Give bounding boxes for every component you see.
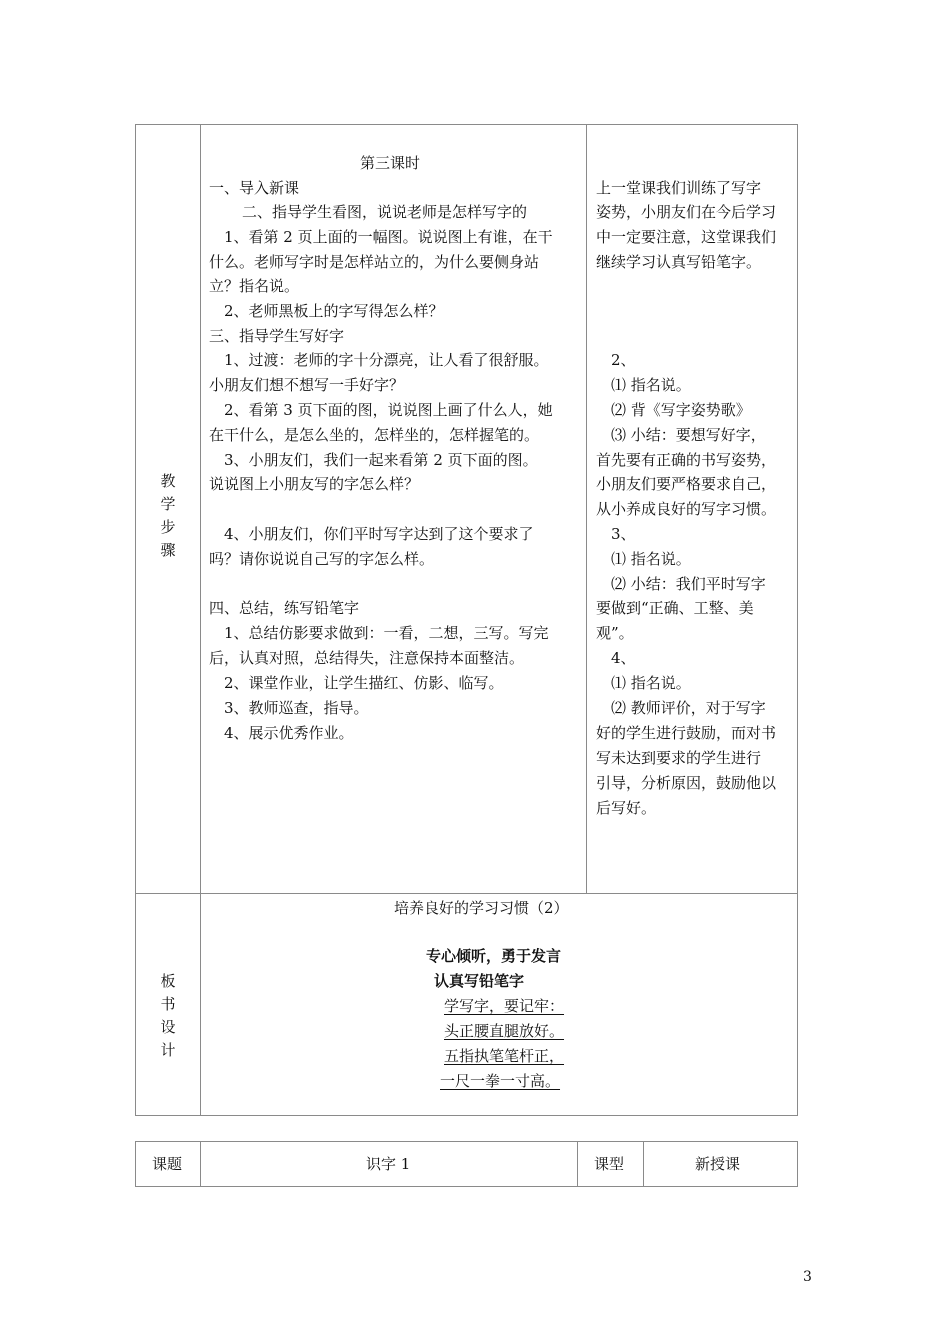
note-line: ⑵ 教师评价，对于写字 bbox=[611, 699, 766, 717]
info-table-right-border bbox=[797, 1141, 798, 1186]
info-col-divider bbox=[200, 1141, 201, 1186]
step-line: 立？指名说。 bbox=[209, 277, 300, 295]
side-column-divider bbox=[586, 124, 587, 893]
page-number: 3 bbox=[803, 1269, 812, 1285]
step-line: 四、总结，练写铅笔字 bbox=[209, 599, 360, 617]
step-line: 3、教师巡查，指导。 bbox=[224, 699, 369, 717]
step-line: 1、过渡：老师的字十分漂亮，让人看了很舒服。 bbox=[224, 351, 549, 369]
step-line: 一、导入新课 bbox=[209, 179, 300, 197]
info-table-bottom-border bbox=[135, 1186, 798, 1187]
note-line: ⑴ 指名说。 bbox=[611, 550, 691, 568]
info-table-left-border bbox=[135, 1141, 136, 1186]
step-line: 2、老师黑板上的字写得怎么样？ bbox=[224, 302, 444, 320]
board-key-line: 认真写铅笔字 bbox=[434, 972, 525, 990]
step-line: 什么。老师写字时是怎样站立的，为什么要侧身站 bbox=[209, 253, 540, 271]
table-left-border bbox=[135, 124, 136, 1115]
note-line: ⑵ 小结：我们平时写字 bbox=[611, 575, 766, 593]
board-title: 培养良好的学习习惯（2） bbox=[394, 899, 569, 917]
board-poem-line: 头正腰直腿放好。 bbox=[444, 1022, 565, 1040]
note-line: 首先要有正确的书写姿势， bbox=[596, 451, 777, 469]
table-right-border bbox=[797, 124, 798, 1115]
step-line: 3、小朋友们，我们一起来看第 2 页下面的图。 bbox=[224, 451, 538, 469]
board-poem-line: 一尺一拳一寸高。 bbox=[440, 1072, 561, 1090]
note-line: 姿势，小朋友们在今后学习 bbox=[596, 203, 777, 221]
type-value: 新授课 bbox=[695, 1155, 741, 1173]
table-bottom-border bbox=[135, 1115, 798, 1116]
note-line: 要做到“正确、工整、美 bbox=[596, 599, 754, 617]
note-line: 从小养成良好的写字习惯。 bbox=[596, 500, 777, 518]
note-line: 继续学习认真写铅笔字。 bbox=[596, 253, 762, 271]
note-line: 4、 bbox=[611, 649, 636, 667]
note-line: 上一堂课我们训练了写字 bbox=[596, 179, 762, 197]
info-col-divider bbox=[643, 1141, 644, 1186]
note-line: 2、 bbox=[611, 351, 636, 369]
note-line: 好的学生进行鼓励，而对书 bbox=[596, 724, 777, 742]
board-poem-line: 学写字，要记牢： bbox=[444, 997, 565, 1015]
note-line: ⑴ 指名说。 bbox=[611, 674, 691, 692]
step-line: 三、指导学生写好字 bbox=[209, 327, 345, 345]
step-line: 1、总结仿影要求做到：一看，二想，三写。写完 bbox=[224, 624, 549, 642]
step-line: 小朋友们想不想写一手好字？ bbox=[209, 376, 405, 394]
step-line: 4、展示优秀作业。 bbox=[224, 724, 354, 742]
note-line: 写未达到要求的学生进行 bbox=[596, 749, 762, 767]
step-line: 4、小朋友们，你们平时写字达到了这个要求了 bbox=[224, 525, 534, 543]
info-col-divider bbox=[577, 1141, 578, 1186]
step-line: 在干什么，是怎么坐的，怎样坐的，怎样握笔的。 bbox=[209, 426, 540, 444]
board-key-line: 专心倾听，勇于发言 bbox=[426, 947, 562, 965]
board-poem-line: 五指执笔笔杆正， bbox=[444, 1047, 565, 1065]
note-line: ⑶ 小结：要想写好字， bbox=[611, 426, 766, 444]
step-line: 说说图上小朋友写的字怎么样？ bbox=[209, 475, 420, 493]
topic-label: 课题 bbox=[152, 1155, 183, 1173]
note-line: ⑵ 背《写字姿势歌》 bbox=[611, 401, 751, 419]
step-line: 2、课堂作业，让学生描红、仿影、临写。 bbox=[224, 674, 504, 692]
table-top-border bbox=[135, 124, 798, 125]
note-line: 小朋友们要严格要求自己， bbox=[596, 475, 777, 493]
step-line: 1、看第 2 页上面的一幅图。说说图上有谁，在干 bbox=[224, 228, 553, 246]
step-line: 吗？请你说说自己写的字怎么样。 bbox=[209, 550, 435, 568]
row-divider bbox=[135, 893, 798, 894]
note-line: 后写好。 bbox=[596, 799, 657, 817]
session-title: 第三课时 bbox=[360, 154, 421, 172]
note-line: 引导，分析原因，鼓励他以 bbox=[596, 774, 777, 792]
step-line: 2、看第 3 页下面的图，说说图上画了什么人，她 bbox=[224, 401, 553, 419]
note-line: 3、 bbox=[611, 525, 636, 543]
note-line: 中一定要注意，这堂课我们 bbox=[596, 228, 777, 246]
step-line: 二、指导学生看图，说说老师是怎样写字的 bbox=[242, 203, 528, 221]
label-column-divider bbox=[200, 124, 201, 1115]
board-row-label: 板书设计 bbox=[160, 972, 176, 1059]
topic-value: 识字 1 bbox=[366, 1155, 411, 1173]
note-line: 观”。 bbox=[596, 624, 634, 642]
note-line: ⑴ 指名说。 bbox=[611, 376, 691, 394]
type-label: 课型 bbox=[594, 1155, 625, 1173]
steps-row-label: 教学步骤 bbox=[160, 472, 176, 559]
info-table-top-border bbox=[135, 1141, 798, 1142]
step-line: 后，认真对照，总结得失，注意保持本面整洁。 bbox=[209, 649, 525, 667]
